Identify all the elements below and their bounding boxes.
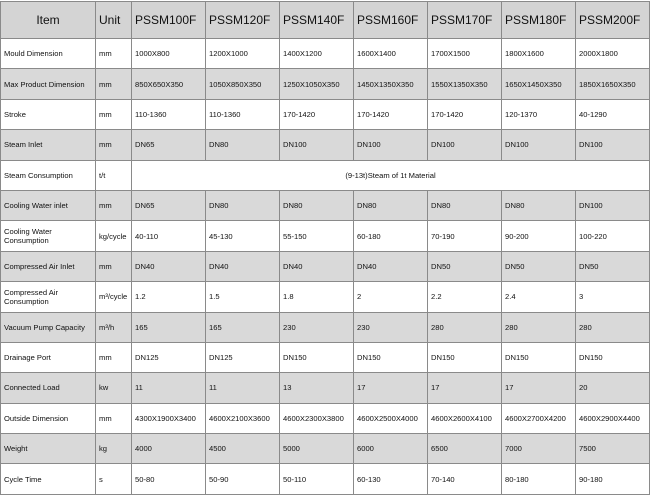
value-cell: 1400X1200 <box>280 39 354 69</box>
row-item-label: Cooling Water Consumption <box>1 221 96 251</box>
value-cell: 4000 <box>132 434 206 464</box>
value-cell: 13 <box>280 373 354 403</box>
row-item-label: Steam Inlet <box>1 130 96 160</box>
value-cell: 120-1370 <box>502 99 576 129</box>
value-cell: DN40 <box>206 251 280 281</box>
row-unit: mm <box>96 130 132 160</box>
header-model: PSSM140F <box>280 2 354 39</box>
value-cell: DN50 <box>428 251 502 281</box>
value-cell: 2.2 <box>428 282 502 312</box>
value-cell: 110-1360 <box>206 99 280 129</box>
value-cell: 280 <box>576 312 650 342</box>
value-cell: 40-110 <box>132 221 206 251</box>
table-row <box>1 403 650 433</box>
value-cell: 110-1360 <box>132 99 206 129</box>
row-item-label: Connected Load <box>1 373 96 403</box>
value-cell: 850X650X350 <box>132 69 206 99</box>
value-cell: 1800X1600 <box>502 39 576 69</box>
header-item: Item <box>1 2 96 39</box>
value-cell: 1450X1350X350 <box>354 69 428 99</box>
value-cell: DN100 <box>576 190 650 220</box>
table-row <box>1 221 650 251</box>
value-cell: 55-150 <box>280 221 354 251</box>
value-cell: 1000X800 <box>132 39 206 69</box>
table-row <box>1 464 650 494</box>
row-unit: mm <box>96 251 132 281</box>
value-cell: DN100 <box>428 130 502 160</box>
value-cell: DN80 <box>354 190 428 220</box>
row-item-label: Outside Dimension <box>1 403 96 433</box>
value-cell: DN150 <box>280 342 354 372</box>
row-unit: mm <box>96 39 132 69</box>
value-cell: 4600X2500X4000 <box>354 403 428 433</box>
table-row <box>1 130 650 160</box>
value-cell: 165 <box>132 312 206 342</box>
value-cell: 1250X1050X350 <box>280 69 354 99</box>
row-unit: mm <box>96 99 132 129</box>
value-cell: 100-220 <box>576 221 650 251</box>
value-cell: DN100 <box>576 130 650 160</box>
row-unit: t/t <box>96 160 132 190</box>
value-cell: 1600X1400 <box>354 39 428 69</box>
row-item-label: Stroke <box>1 99 96 129</box>
value-cell: DN100 <box>280 130 354 160</box>
value-cell: 4500 <box>206 434 280 464</box>
value-cell: DN125 <box>206 342 280 372</box>
value-cell: DN50 <box>576 251 650 281</box>
row-item-label: Cycle Time <box>1 464 96 494</box>
value-cell: 280 <box>428 312 502 342</box>
value-cell: 1700X1500 <box>428 39 502 69</box>
value-cell: 1.5 <box>206 282 280 312</box>
value-cell: 6500 <box>428 434 502 464</box>
value-cell: DN150 <box>428 342 502 372</box>
row-unit: mm <box>96 190 132 220</box>
value-cell: 6000 <box>354 434 428 464</box>
value-cell: 7000 <box>502 434 576 464</box>
value-cell: 4300X1900X3400 <box>132 403 206 433</box>
row-unit: m³/cycle <box>96 282 132 312</box>
value-cell: DN150 <box>502 342 576 372</box>
value-cell: 1050X850X350 <box>206 69 280 99</box>
row-item-label: Cooling Water inlet <box>1 190 96 220</box>
value-cell: 40-1290 <box>576 99 650 129</box>
row-unit: kw <box>96 373 132 403</box>
header-unit: Unit <box>96 2 132 39</box>
table-row <box>1 312 650 342</box>
table-row <box>1 99 650 129</box>
value-cell: DN40 <box>280 251 354 281</box>
value-cell: 17 <box>428 373 502 403</box>
row-unit: s <box>96 464 132 494</box>
header-model: PSSM120F <box>206 2 280 39</box>
value-cell: DN40 <box>354 251 428 281</box>
value-cell: DN40 <box>132 251 206 281</box>
value-cell: 11 <box>206 373 280 403</box>
header-model: PSSM170F <box>428 2 502 39</box>
value-cell: DN65 <box>132 190 206 220</box>
value-cell: 1550X1350X350 <box>428 69 502 99</box>
value-cell: 4600X2100X3600 <box>206 403 280 433</box>
header-model: PSSM180F <box>502 2 576 39</box>
value-cell: DN80 <box>206 190 280 220</box>
value-cell: 1.2 <box>132 282 206 312</box>
value-cell: 165 <box>206 312 280 342</box>
merged-value-cell: (9-13t)Steam of 1t Material <box>132 160 650 190</box>
row-unit: m³/h <box>96 312 132 342</box>
value-cell: 230 <box>354 312 428 342</box>
row-item-label: Vacuum Pump Capacity <box>1 312 96 342</box>
value-cell: 60-180 <box>354 221 428 251</box>
value-cell: 90-200 <box>502 221 576 251</box>
row-unit: kg <box>96 434 132 464</box>
value-cell: 1200X1000 <box>206 39 280 69</box>
row-item-label: Max Product Dimension <box>1 69 96 99</box>
value-cell: 280 <box>502 312 576 342</box>
spec-table-body <box>1 39 650 495</box>
value-cell: DN150 <box>354 342 428 372</box>
row-item-label: Compressed Air Inlet <box>1 251 96 281</box>
header-row <box>1 2 650 39</box>
row-item-label: Drainage Port <box>1 342 96 372</box>
row-item-label: Mould Dimension <box>1 39 96 69</box>
value-cell: DN80 <box>502 190 576 220</box>
table-row <box>1 251 650 281</box>
value-cell: 50-90 <box>206 464 280 494</box>
value-cell: 2000X1800 <box>576 39 650 69</box>
row-unit: kg/cycle <box>96 221 132 251</box>
table-row <box>1 373 650 403</box>
table-row <box>1 69 650 99</box>
table-row <box>1 342 650 372</box>
value-cell: 1650X1450X350 <box>502 69 576 99</box>
value-cell: 50-80 <box>132 464 206 494</box>
value-cell: 90-180 <box>576 464 650 494</box>
value-cell: 170-1420 <box>428 99 502 129</box>
value-cell: 4600X2600X4100 <box>428 403 502 433</box>
value-cell: 2.4 <box>502 282 576 312</box>
header-model: PSSM200F <box>576 2 650 39</box>
value-cell: DN50 <box>502 251 576 281</box>
value-cell: DN100 <box>354 130 428 160</box>
row-unit: mm <box>96 403 132 433</box>
value-cell: 50-110 <box>280 464 354 494</box>
value-cell: DN100 <box>502 130 576 160</box>
value-cell: 80-180 <box>502 464 576 494</box>
value-cell: 17 <box>502 373 576 403</box>
table-row <box>1 282 650 312</box>
value-cell: 4600X2300X3800 <box>280 403 354 433</box>
spec-table <box>0 1 650 495</box>
value-cell: 170-1420 <box>280 99 354 129</box>
row-unit: mm <box>96 342 132 372</box>
row-item-label: Steam Consumption <box>1 160 96 190</box>
value-cell: 60-130 <box>354 464 428 494</box>
value-cell: DN80 <box>280 190 354 220</box>
value-cell: 170-1420 <box>354 99 428 129</box>
row-item-label: Compressed Air Consumption <box>1 282 96 312</box>
header-model: PSSM160F <box>354 2 428 39</box>
value-cell: 1.8 <box>280 282 354 312</box>
value-cell: DN80 <box>206 130 280 160</box>
value-cell: 4600X2900X4400 <box>576 403 650 433</box>
table-row <box>1 39 650 69</box>
value-cell: 7500 <box>576 434 650 464</box>
row-unit: mm <box>96 69 132 99</box>
value-cell: 70-190 <box>428 221 502 251</box>
header-model: PSSM100F <box>132 2 206 39</box>
value-cell: 3 <box>576 282 650 312</box>
row-item-label: Weight <box>1 434 96 464</box>
value-cell: 230 <box>280 312 354 342</box>
value-cell: DN65 <box>132 130 206 160</box>
value-cell: 17 <box>354 373 428 403</box>
value-cell: DN125 <box>132 342 206 372</box>
value-cell: 5000 <box>280 434 354 464</box>
value-cell: 20 <box>576 373 650 403</box>
table-row <box>1 190 650 220</box>
table-row <box>1 434 650 464</box>
value-cell: 11 <box>132 373 206 403</box>
value-cell: DN80 <box>428 190 502 220</box>
value-cell: 4600X2700X4200 <box>502 403 576 433</box>
value-cell: DN150 <box>576 342 650 372</box>
table-row <box>1 160 650 190</box>
value-cell: 70-140 <box>428 464 502 494</box>
value-cell: 1850X1650X350 <box>576 69 650 99</box>
value-cell: 2 <box>354 282 428 312</box>
value-cell: 45-130 <box>206 221 280 251</box>
